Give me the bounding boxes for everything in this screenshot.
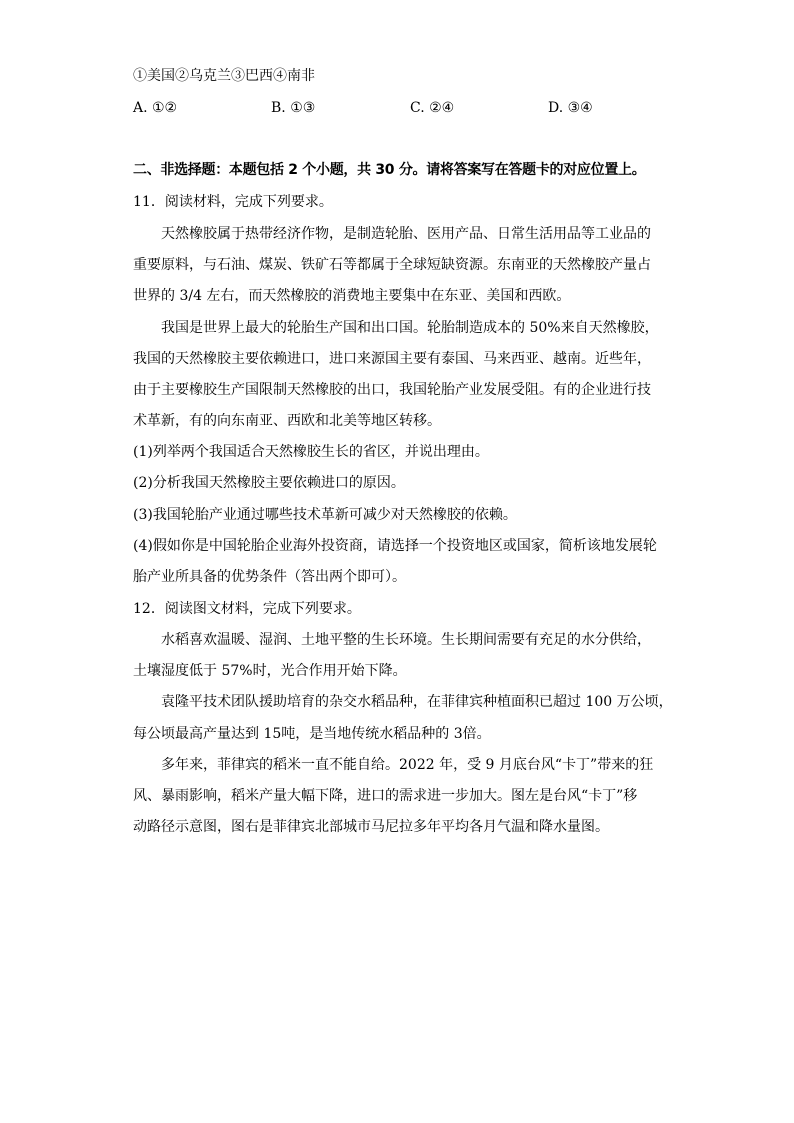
section2-heading: 二、非选择题：本题包括 2 个小题，共 30 分。请将答案写在答题卡的对应位置上。	[133, 162, 646, 178]
option-b: B. ①③	[271, 100, 316, 116]
q11-para1-line1: 天然橡胶属于热带经济作物，是制造轮胎、医用产品、日常生活用品等工业品的	[161, 226, 651, 242]
q11-para2-line2: 我国的天然橡胶主要依赖进口，进口来源国主要有泰国、马来西亚、越南。近些年，	[133, 351, 651, 367]
q11-sub4-line2: 胎产业所具备的优势条件（答出两个即可）。	[133, 569, 406, 585]
q11-para2-line3: 由于主要橡胶生产国限制天然橡胶的出口，我国轮胎产业发展受阻。有的企业进行技	[133, 382, 651, 398]
q11-para1-line3: 世界的 3/4 左右，而天然橡胶的消费地主要集中在东亚、美国和西欧。	[133, 288, 571, 304]
q12-para3-line3: 动路径示意图，图右是菲律宾北部城市马尼拉多年平均各月气温和降水量图。	[133, 819, 609, 835]
q11-para1-line2: 重要原料，与石油、煤炭、铁矿石等都属于全球短缺资源。东南亚的天然橡胶产量占	[133, 257, 651, 273]
q11-para2-line1: 我国是世界上最大的轮胎生产国和出口国。轮胎制造成本的 50%来自天然橡胶，	[161, 320, 659, 336]
q12-para3-line2: 风、暴雨影响，稻米产量大幅下降，进口的需求进一步加大。图左是台风“卡丁”移	[133, 788, 638, 804]
option-c: C. ②④	[410, 100, 455, 116]
option-a: A. ①②	[133, 100, 178, 116]
q12-para1-line1: 水稻喜欢温暖、湿润、土地平整的生长环境。生长期间需要有充足的水分供给，	[161, 632, 651, 648]
q11-sub1: (1)列举两个我国适合天然橡胶生长的省区，并说出理由。	[133, 444, 489, 460]
q12-para3-line1: 多年来，菲律宾的稻米一直不能自给。2022 年，受 9 月底台风“卡丁”带来的狂	[161, 757, 654, 773]
q11-sub2: (2)分析我国天然橡胶主要依赖进口的原因。	[133, 475, 405, 491]
q12-para2-line1: 袁隆平技术团队援助培育的杂交水稻品种，在菲律宾种植面积已超过 100 万公顷，	[161, 694, 673, 710]
q11-para2-line4: 术革新，有的向东南亚、西欧和北美等地区转移。	[133, 413, 441, 429]
q12-stem: 12．阅读图文材料，完成下列要求。	[133, 601, 361, 617]
q11-stem: 11．阅读材料，完成下列要求。	[133, 194, 333, 210]
q12-para2-line2: 每公顷最高产量达到 15吨，是当地传统水稻品种的 3倍。	[133, 726, 491, 742]
option-d: D. ③④	[548, 100, 593, 116]
q11-sub3: (3)我国轮胎产业通过哪些技术革新可减少对天然橡胶的依赖。	[133, 507, 517, 523]
q11-sub4-line1: (4)假如你是中国轮胎企业海外投资商，请选择一个投资地区或国家，简析该地发展轮	[133, 538, 657, 554]
question10-countries-line: ①美国②乌克兰③巴西④南非	[133, 68, 315, 84]
q12-para1-line2: 土壤湿度低于 57%时，光合作用开始下降。	[133, 663, 407, 679]
